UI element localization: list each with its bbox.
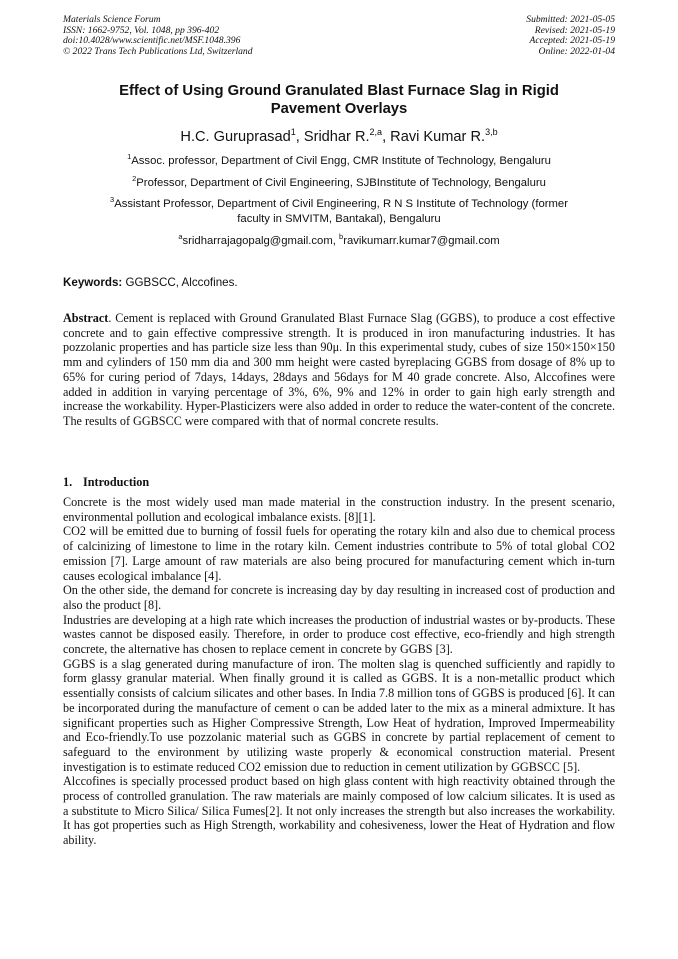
section-title: Introduction <box>83 475 150 489</box>
date-online: Online: 2022-01-04 <box>538 45 615 57</box>
title-line-1: Effect of Using Ground Granulated Blast Furnace Slag in Rigid <box>119 83 559 99</box>
submission-dates <box>526 15 615 57</box>
date-accepted: Accepted: 2021-05-19 <box>529 35 615 47</box>
journal-name: Materials Science Forum <box>63 14 161 25</box>
author-3-sup: 3,b <box>485 127 498 137</box>
affiliation-1-sup: 1 <box>127 152 132 161</box>
affiliation-3-sup: 3 <box>110 195 115 204</box>
date-revised: Revised: 2021-05-19 <box>534 24 615 36</box>
affiliation-2-sup: 2 <box>132 174 137 183</box>
intro-paragraph: Concrete is the most widely used man made material in the construction industry. In the present scenario, environmental pollution and ecological imbalance exists. [8][1]. <box>63 495 615 524</box>
introduction-body <box>63 495 615 848</box>
journal-doi: doi:10.4028/www.scientific.net/MSF.1048.396 <box>63 35 241 47</box>
section-heading-introduction <box>63 475 149 489</box>
affiliation-2 <box>63 172 615 191</box>
keywords-text: GGBSCC, Alccofines. <box>122 276 238 289</box>
abstract-text: . Cement is replaced with Ground Granulated Blast Furnace Slag (GGBS), to produce a cost effective concrete and to gain effective compressive strength. It is produced in iron manufacturing industries. It has pozzolanic properties and has particle size less than 90μ. In this experimental study, cubes of size 150×150×150 mm and cylinders of 150 mm dia and 300 mm height were casted byreplacing GGBS from dosage of 8% up to 65% for curing period of 7days, 14days, 28days and 56days for M 40 grade concrete. Also, Alccofines were added in addition in varying percentage of 3%, 6%, 9% and 12% in order to gain high early strength and increase the workability. Hyper-Plasticizers were also added in order to reduce the water-content of the concrete. The results of GGBSCC were compared with that of normal concrete results. <box>63 311 615 428</box>
abstract-label: Abstract <box>63 311 109 325</box>
keywords-label: Keywords: <box>63 276 123 289</box>
section-number: 1. <box>63 475 73 489</box>
title-line-2: Pavement Overlays <box>270 101 408 117</box>
author-emails <box>63 230 615 249</box>
journal-info <box>63 15 253 57</box>
affiliation-2-text: Professor, Department of Civil Engineering, SJBInstitute of Technology, Bengaluru <box>136 177 546 189</box>
intro-paragraph: On the other side, the demand for concrete is increasing day by day resulting in increased cost of production and also the product [8]. <box>63 583 615 612</box>
author-2-sup: 2,a <box>369 127 383 137</box>
affiliation-1-text: Assoc. professor, Department of Civil Engg, CMR Institute of Technology, Bengaluru <box>131 155 551 167</box>
author-1: H.C. Guruprasad <box>180 129 291 145</box>
author-list: H.C. Guruprasad$^1$, Sridhar R.$^{2,a}$, Ravi Kumar R.$^{3,b}$ <box>180 127 498 145</box>
affiliation-1 <box>63 150 615 169</box>
affiliation-3-line-2: faculty in SMVITM, Bantakal), Bengaluru <box>237 212 441 225</box>
author-1-sup: 1 <box>290 127 296 137</box>
intro-paragraph: Alccofines is specially processed product based on high glass content with high reactivity obtained through the process of controlled granulation. The raw materials are mainly composed of low calcium silicates. It is used as a substitute to Micro Silica/ Silica Fumes[2]. It not only increases the strength but also increases the workability. It has got properties such as High Strength, workability and cohesiveness, lower the Heat of Hydration and flow ability. <box>63 774 615 848</box>
intro-paragraph: CO2 will be emitted due to burning of fossil fuels for operating the rotary kiln and also due to chemical process of calcinizing of limestone to lime in the rotary kiln. Cement industries contribute to 5% of total global CO2 emission [7]. Large amount of raw materials are also being procured for manufacturing cement which in-turn causes ecological imbalance [4]. <box>63 524 615 583</box>
email-b-link[interactable]: ravikumarr.kumar7@gmail.com <box>343 235 500 247</box>
abstract <box>63 311 615 429</box>
paper-title <box>63 82 615 118</box>
intro-paragraph: Industries are developing at a high rate which increases the production of industrial wastes or by-products. These wastes cannot be disposed easily. Therefore, in order to produce cost effective, eco-friendly and high strength concrete, the alternative has chosen to replace cement in concrete by GGBS [3]. <box>63 612 615 657</box>
author-2: Sridhar R. <box>303 129 370 145</box>
intro-paragraph: GGBS is a slag generated during manufacture of iron. The molten slag is quenched sufficiently and rapidly to form glassy granular material. When finally ground it is called as GGBS. It is a non-metallic product which essentially consists of calcium silicates and other bases. In India 7.8 million tons of GGBS is produced [6]. It can be incorporated during the manufacture of cement o can be added later to the mix as a mineral admixture. It has significant properties such as Higher Compressive Strength, Low Heat of hydration, Improved Impermeability and Eco-friendly.To use pozzolanic material such as GGBS in concrete by partial replacement of cement to safeguard to the environment by utilizing waste properly & economical construction material. Present investigation is to estimate reduced CO2 emission due to reduction in cement utilization by GGBSCC [5]. <box>63 656 615 774</box>
date-submitted: Submitted: 2021-05-05 <box>526 14 615 25</box>
email-a-sup: a <box>178 232 183 241</box>
journal-issn: ISSN: 1662-9752, Vol. 1048, pp 396-402 <box>63 24 220 36</box>
email-b-sup: b <box>339 232 344 241</box>
affiliation-3-line-1: Assistant Professor, Department of Civil Engineering, R N S Institute of Technology (former <box>114 198 568 210</box>
affiliation-3 <box>78 193 600 226</box>
email-a-link[interactable]: sridharrajagopalg@gmail.com, <box>182 235 340 247</box>
keywords <box>63 276 238 290</box>
journal-copyright: © 2022 Trans Tech Publications Ltd, Switzerland <box>63 45 253 57</box>
author-3: Ravi Kumar R. <box>390 129 486 145</box>
